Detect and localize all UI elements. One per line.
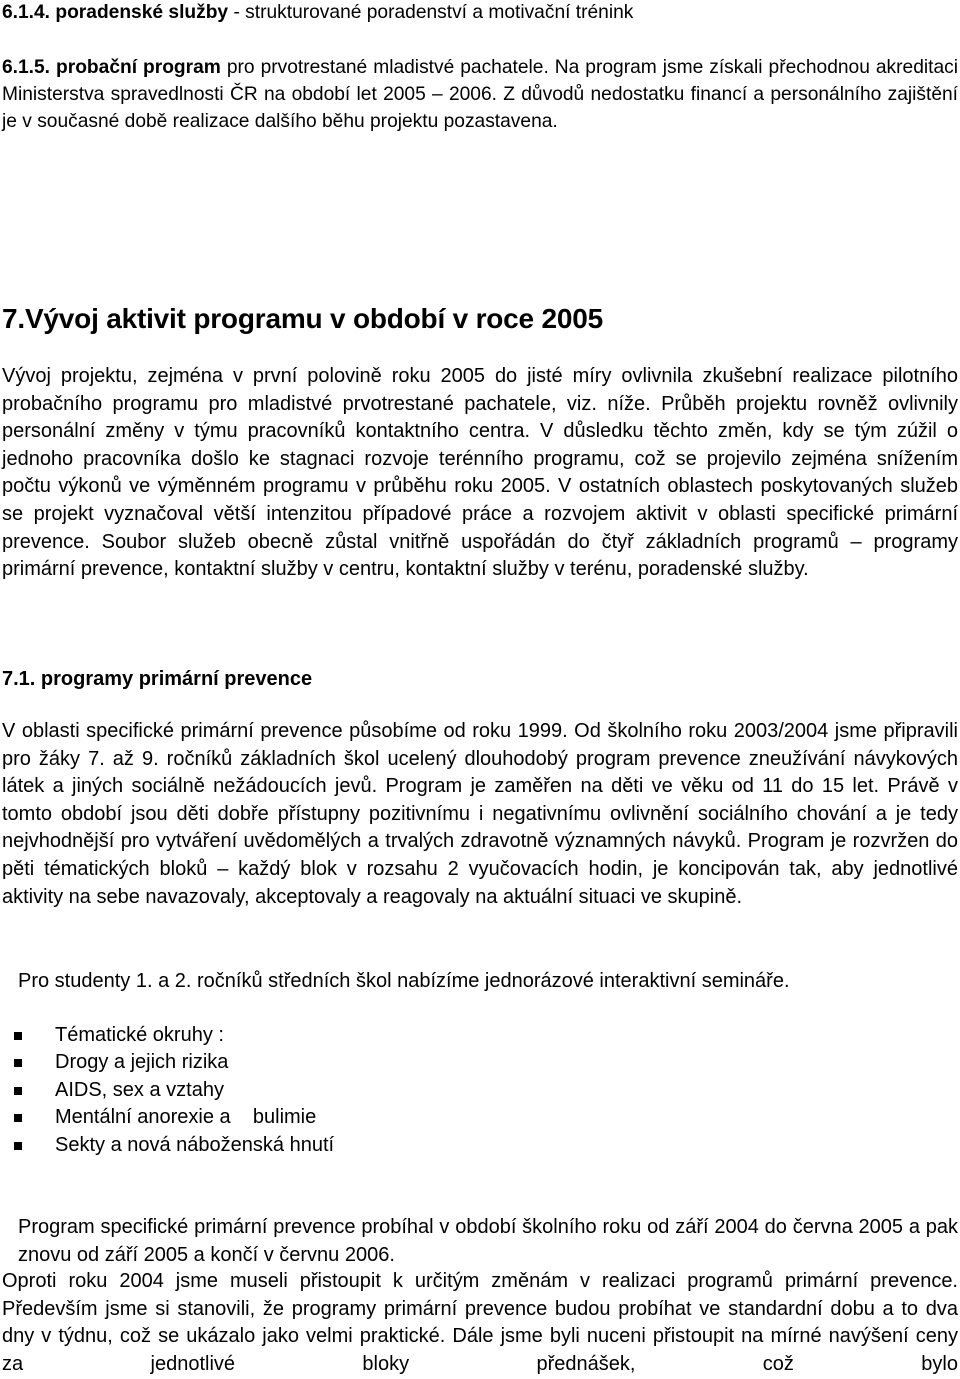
- list-item: Tématické okruhy :: [2, 1022, 958, 1049]
- square-bullet-icon: [14, 1032, 22, 1040]
- square-bullet-icon: [14, 1142, 22, 1150]
- section-7-1-paragraph: V oblasti specifické primární prevence působíme od roku 1999. Od školního roku 2003/2004 jsme připravili pro žáky 7. až 9. ročníků základních škol ucelený dlouhodobý program prevence zneužívání návykových látek a jiných sociálně nežádoucích jevů. Program je zaměřen na děti ve věku od 11 do 15 let. Právě v tomto období jsou děti dobře přístupny pozitivnímu i negativnímu ovlivnění sociálního chování a je tedy nejvhodnější pro vytváření uvědomělých a trvalých zdravotně významných návyků. Program je rozvržen do pěti tématických bloků – každý blok v rozsahu 2 vyučovacích hodin, je koncipován tak, aby jednotlivé aktivity na sebe navazovaly, akceptovaly a reagovaly na aktuální situaci ve skupině.: [2, 720, 958, 908]
- list-item: Sekty a nová náboženská hnutí: [2, 1132, 958, 1159]
- section-text: pro prvotrestané mladistvé pachatele. Na program jsme získali přechodnou akreditaci Ministerstva spravedlnosti ČR na období let 2005 – 2006. Z důvodů nedostatku financí a personálního zajištění je v současné době realizace dalšího běhu projektu pozastavena.: [2, 57, 958, 132]
- section-number: 6.1.5.: [2, 57, 51, 78]
- section-title: probační program: [56, 57, 221, 78]
- section-6-1-5: [2, 55, 958, 135]
- square-bullet-icon: [14, 1114, 22, 1122]
- list-item: Drogy a jejich rizika: [2, 1049, 958, 1076]
- section-6-1-4: [2, 0, 958, 27]
- list-item: Mentální anorexie a bulimie: [2, 1104, 958, 1131]
- chapter-7-heading: 7.Vývoj aktivit programu v období v roce 2005: [2, 303, 603, 334]
- list-item: AIDS, sex a vztahy: [2, 1077, 958, 1104]
- section-text: - strukturované poradenství a motivační trénink: [228, 2, 634, 23]
- topics-list: [2, 1022, 958, 1159]
- section-title: poradenské služby: [55, 2, 229, 23]
- program-period-paragraph: Program specifické primární prevence probíhal v období školního roku od září 2004 do června 2005 a pak znovu od září 2005 a končí v červnu 2006.: [18, 1216, 958, 1266]
- changes-paragraph: Oproti roku 2004 jsme museli přistoupit k určitým změnám v realizaci programů primární prevence. Především jsme si stanovili, že programy primární prevence budou probíhat ve standardní dobu a to dva dny v týdnu, což se ukázalo jako velmi praktické. Dále jsme byli nuceni přistoupit na mírné navýšení ceny za jednotlivé bloky přednášek, což bylo: [2, 1270, 958, 1375]
- square-bullet-icon: [14, 1059, 22, 1067]
- students-paragraph: Pro studenty 1. a 2. ročníků středních škol nabízíme jednorázové interaktivní semináře.: [18, 970, 790, 992]
- section-7-1-heading: 7.1. programy primární prevence: [2, 668, 313, 690]
- section-number: 6.1.4.: [2, 2, 51, 23]
- chapter-7-paragraph: Vývoj projektu, zejména v první polovině roku 2005 do jisté míry ovlivnila zkušební realizace pilotního probačního programu pro mladistvé prvotrestané pachatele, viz. níže. Průběh projektu rovněž ovlivnily personální změny v týmu pracovníků kontaktního centra. V důsledku těchto změn, kdy se tým zúžil o jednoho pracovníka došlo ke stagnaci rozvoje terénního programu, což se projevilo zejména snížením počtu výkonů ve výměnném programu v průběhu roku 2005. V ostatních oblastech poskytovaných služeb se projekt vyznačoval větší intenzitou případové práce a rozvojem aktivit v oblasti specifické primární prevence. Soubor služeb obecně zůstal vnitřně uspořádán do čtyř základních programů – programy primární prevence, kontaktní služby v centru, kontaktní služby v terénu, poradenské služby.: [2, 365, 958, 581]
- square-bullet-icon: [14, 1087, 22, 1095]
